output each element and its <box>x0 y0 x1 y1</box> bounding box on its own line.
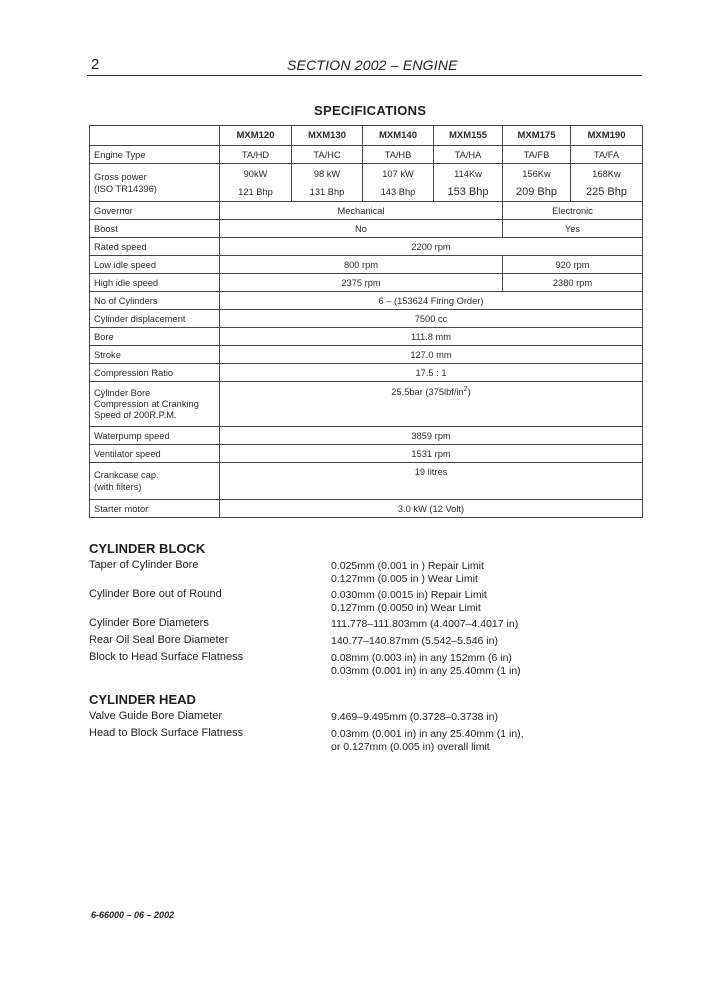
table-cell: TA/HD <box>220 146 292 164</box>
kw-value: 156Kw <box>522 168 551 179</box>
table-cell: Yes <box>503 220 643 238</box>
table-row <box>90 256 643 274</box>
row-label: Compression Ratio <box>90 364 220 382</box>
row-label: Stroke <box>90 346 220 364</box>
table-cell: 127.0 mm <box>220 346 643 364</box>
kw-value: 168Kw <box>592 168 621 179</box>
row-label-line: Cylinder Bore <box>94 387 151 398</box>
row-label-line: Speed of 200R.P.M. <box>94 409 177 420</box>
bhp-value: 225 Bhp <box>586 185 627 198</box>
cylinder-head-heading: CYLINDER HEAD <box>89 692 196 707</box>
table-row <box>90 146 643 164</box>
header-rule <box>87 75 642 76</box>
model-header: MXM175 <box>503 126 571 146</box>
spec-title: SPECIFICATIONS <box>314 103 427 118</box>
table-row <box>90 463 643 500</box>
table-cell: TA/HB <box>363 146 434 164</box>
row-label: Waterpump speed <box>90 427 220 445</box>
table-cell: 19 litres <box>220 463 643 500</box>
model-header: MXM155 <box>434 126 503 146</box>
table-cell: 2375 rpm <box>220 274 503 292</box>
table-header-row <box>90 126 643 146</box>
table-row <box>90 445 643 463</box>
spec-item-label: Cylinder Bore out of Round <box>89 588 222 600</box>
bhp-value: 121 Bhp <box>238 186 273 197</box>
spec-value: 0.127mm (0.005 in ) Wear Limit <box>331 573 478 585</box>
document-code: 6-66000 – 06 – 2002 <box>91 910 175 920</box>
row-label: Starter motor <box>90 500 220 518</box>
table-cell: 6 – (153624 Firing Order) <box>220 292 643 310</box>
specifications-table <box>89 125 643 518</box>
table-cell: Electronic <box>503 202 643 220</box>
model-header: MXM120 <box>220 126 292 146</box>
table-row <box>90 310 643 328</box>
bhp-value: 143 Bhp <box>380 186 416 197</box>
table-row <box>90 364 643 382</box>
table-cell: 3.0 kW (12 Volt) <box>220 500 643 518</box>
table-row <box>90 202 643 220</box>
header-blank-cell <box>90 126 220 146</box>
row-label: Bore <box>90 328 220 346</box>
row-label: Ventilator speed <box>90 445 220 463</box>
spec-value: 0.025mm (0.001 in ) Repair Limit <box>331 560 484 572</box>
spec-item-label: Head to Block Surface Flatness <box>89 727 244 739</box>
model-header: MXM130 <box>292 126 363 146</box>
spec-item-label: Valve Guide Bore Diameter <box>89 710 223 722</box>
table-row <box>90 220 643 238</box>
table-cell: 111.8 mm <box>220 328 643 346</box>
table-row <box>90 328 643 346</box>
table-row <box>90 427 643 445</box>
table-cell: TA/FA <box>571 146 643 164</box>
kw-value: 98 kW <box>313 168 341 179</box>
spec-value: 0.08mm (0.003 in) in any 152mm (6 in) <box>331 652 512 664</box>
row-label-line: Crankcase cap. <box>94 470 159 480</box>
spec-value: or 0.127mm (0.005 in) overall limit <box>331 741 490 753</box>
row-label-line: (with filters) <box>94 482 142 492</box>
table-row <box>90 382 643 427</box>
table-cell <box>220 382 643 427</box>
row-label-line: (ISO TR14396) <box>94 183 157 194</box>
row-label: No of Cylinders <box>90 292 220 310</box>
table-cell <box>571 164 643 202</box>
spec-value: 0.03mm (0.001 in) in any 25.40mm (1 in) <box>331 665 521 677</box>
model-header: MXM140 <box>363 126 434 146</box>
cylinder-block-heading: CYLINDER BLOCK <box>89 541 206 556</box>
row-label: Cylinder displacement <box>90 310 220 328</box>
pressure-exponent: 2 <box>463 386 468 393</box>
table-row <box>90 274 643 292</box>
spec-item-label: Rear Oil Seal Bore Diameter <box>89 634 229 646</box>
row-label: Engine Type <box>90 146 220 164</box>
row-label-line: Compression at Cranking <box>94 398 199 409</box>
spec-value: 0.127mm (0.0050 in) Wear Limit <box>331 602 481 614</box>
row-label: Boost <box>90 220 220 238</box>
table-cell <box>503 164 571 202</box>
page-number: 2 <box>91 56 100 73</box>
pressure-close: ) <box>467 387 471 398</box>
table-cell <box>220 164 292 202</box>
table-cell: 1531 rpm <box>220 445 643 463</box>
row-label <box>90 382 220 427</box>
spec-value: 9.469–9.495mm (0.3728–0.3738 in) <box>331 711 498 723</box>
table-cell: 7500 cc <box>220 310 643 328</box>
table-cell <box>434 164 503 202</box>
table-cell: TA/HC <box>292 146 363 164</box>
table-cell <box>363 164 434 202</box>
table-cell: TA/HA <box>434 146 503 164</box>
table-row <box>90 500 643 518</box>
row-label <box>90 463 220 500</box>
table-cell: TA/FB <box>503 146 571 164</box>
table-cell <box>292 164 363 202</box>
table-cell: Mechanical <box>220 202 503 220</box>
bhp-value: 209 Bhp <box>516 185 557 198</box>
table-row <box>90 238 643 256</box>
row-label <box>90 164 220 202</box>
table-cell: No <box>220 220 503 238</box>
spec-value: 0.030mm (0.0015 in) Repair Limit <box>331 589 487 601</box>
spec-item-label: Cylinder Bore Diameters <box>89 617 209 629</box>
kw-value: 114Kw <box>454 168 482 179</box>
table-cell: 800 rpm <box>220 256 503 274</box>
table-cell: 3859 rpm <box>220 427 643 445</box>
row-label: Rated speed <box>90 238 220 256</box>
table-row <box>90 164 643 202</box>
kw-value: 107 kW <box>382 168 414 179</box>
bhp-value: 153 Bhp <box>447 185 489 198</box>
table-cell: 2380 rpm <box>503 274 643 292</box>
row-label-line: Gross power <box>94 171 147 182</box>
spec-value: 111.778–111.803mm (4.4007–4.4017 in) <box>331 618 519 630</box>
model-header: MXM190 <box>571 126 643 146</box>
table-cell: 17.5 : 1 <box>220 364 643 382</box>
row-label: Low idle speed <box>90 256 220 274</box>
row-label: Governor <box>90 202 220 220</box>
spec-value: 0.03mm (0.001 in) in any 25.40mm (1 in), <box>331 728 524 740</box>
table-row <box>90 292 643 310</box>
table-row <box>90 346 643 364</box>
row-label: High idle speed <box>90 274 220 292</box>
spec-value: 140.77–140.87mm (5.542–5.546 in) <box>331 635 498 647</box>
table-cell: 2200 rpm <box>220 238 643 256</box>
spec-item-label: Block to Head Surface Flatness <box>89 651 244 663</box>
bhp-value: 131 Bhp <box>309 186 345 197</box>
table-cell: 920 rpm <box>503 256 643 274</box>
spec-item-label: Taper of Cylinder Bore <box>89 559 199 571</box>
section-title: SECTION 2002 – ENGINE <box>287 57 458 73</box>
pressure-value: 25.5bar (375lbf/in <box>391 387 464 398</box>
kw-value: 90kW <box>243 168 268 179</box>
